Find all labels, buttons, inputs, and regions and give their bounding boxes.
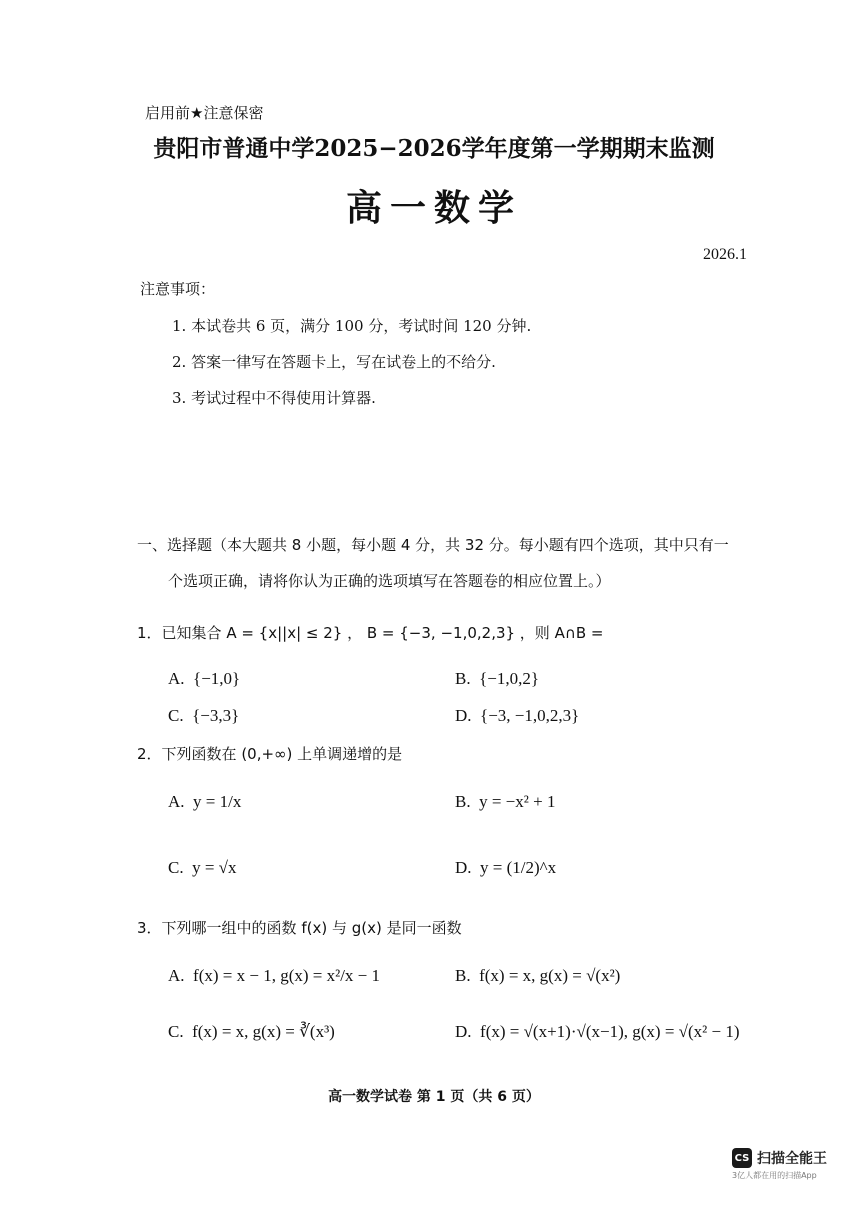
q1-option-a xyxy=(168,669,240,689)
q2-option-d xyxy=(455,858,556,878)
option-letter: D. xyxy=(455,1022,472,1041)
option-text: {−1,0,2} xyxy=(479,669,540,688)
section-instructions-line2: 个选项正确，请将你认为正确的选项填写在答题卷的相应位置上。） xyxy=(168,572,611,590)
q2-option-c xyxy=(168,858,237,878)
q3-option-b xyxy=(455,966,620,986)
note-item: 1. 本试卷共 6 页，满分 100 分，考试时间 120 分钟. xyxy=(172,317,532,335)
option-letter: A. xyxy=(168,669,185,688)
option-text: f(x) = √(x+1)·√(x−1), g(x) = √(x² − 1) xyxy=(480,1022,740,1041)
option-letter: A. xyxy=(168,792,185,811)
exam-title: 贵阳市普通中学2025−2026学年度第一学期期末监测 xyxy=(153,135,715,162)
option-letter: C. xyxy=(168,1022,184,1041)
question-text: 已知集合 A = {x||x| ≤ 2} ， B = {−3, −1,0,2,3} ，则 A∩B = xyxy=(161,624,604,642)
q3-option-c xyxy=(168,1022,335,1042)
note-item: 3. 考试过程中不得使用计算器. xyxy=(172,389,376,407)
question-1-stem xyxy=(137,622,603,643)
option-text: y = (1/2)^x xyxy=(480,858,557,877)
question-text: 下列哪一组中的函数 f(x) 与 g(x) 是同一函数 xyxy=(161,919,462,937)
option-text: y = √x xyxy=(192,858,237,877)
option-text: f(x) = x, g(x) = √(x²) xyxy=(479,966,621,985)
option-letter: C. xyxy=(168,858,184,877)
question-number: 2． xyxy=(137,745,162,763)
option-text: {−1,0} xyxy=(193,669,241,688)
question-text: 下列函数在 (0,+∞) 上单调递增的是 xyxy=(161,745,403,763)
option-letter: B. xyxy=(455,669,471,688)
option-text: y = −x² + 1 xyxy=(479,792,556,811)
page-footer: 高一数学试卷 第 1 页（共 6 页） xyxy=(328,1089,540,1105)
note-item: 2. 答案一律写在答题卡上，写在试卷上的不给分. xyxy=(172,353,496,371)
exam-date: 2026.1 xyxy=(703,246,747,263)
scanner-logo-icon: CS xyxy=(732,1148,752,1168)
option-text: f(x) = x, g(x) = ∛(x³) xyxy=(192,1022,335,1041)
q2-option-a xyxy=(168,792,241,812)
option-letter: C. xyxy=(168,706,184,725)
option-letter: D. xyxy=(455,706,472,725)
question-3-stem xyxy=(137,917,462,938)
option-letter: A. xyxy=(168,966,185,985)
scanner-tagline: 3亿人都在用的扫描App xyxy=(732,1171,817,1180)
q3-option-a xyxy=(168,966,380,986)
subject-title: 高一数学 xyxy=(345,187,522,229)
option-text: f(x) = x − 1, g(x) = x²/x − 1 xyxy=(193,966,381,985)
q2-option-b xyxy=(455,792,555,812)
option-letter: B. xyxy=(455,966,471,985)
q1-option-d xyxy=(455,706,579,726)
option-letter: D. xyxy=(455,858,472,877)
notes-heading: 注意事项： xyxy=(140,280,216,298)
question-number: 1． xyxy=(137,624,162,642)
q1-option-c xyxy=(168,706,239,726)
question-number: 3． xyxy=(137,919,162,937)
q3-option-d xyxy=(455,1022,740,1042)
confidential-label: 启用前★注意保密 xyxy=(145,104,264,122)
question-2-stem xyxy=(137,743,402,764)
option-text: {−3, −1,0,2,3} xyxy=(480,706,580,725)
q1-option-b xyxy=(455,669,539,689)
scanner-app-name: 扫描全能王 xyxy=(757,1151,827,1167)
option-text: y = 1/x xyxy=(193,792,242,811)
scanner-watermark xyxy=(732,1148,827,1181)
section-instructions-line1: 一、选择题（本大题共 8 小题，每小题 4 分，共 32 分。每小题有四个选项，其中只有一 xyxy=(137,536,729,554)
option-text: {−3,3} xyxy=(192,706,240,725)
option-letter: B. xyxy=(455,792,471,811)
